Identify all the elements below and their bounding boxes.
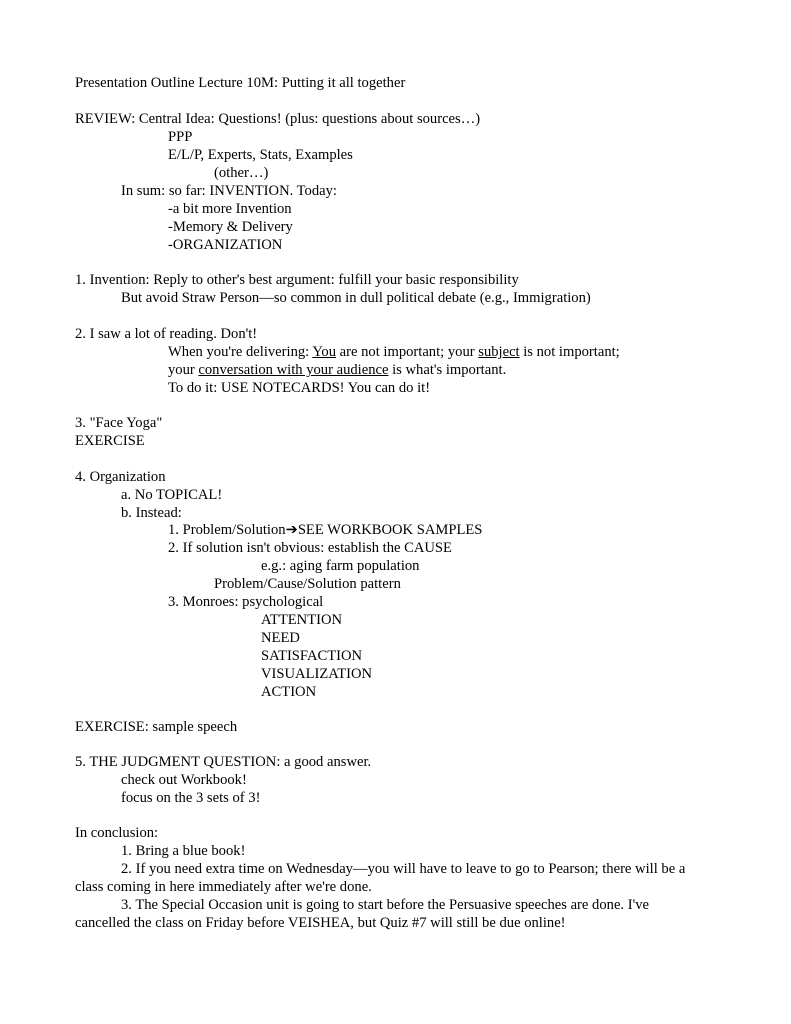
item2-text: are not important; your — [336, 344, 479, 360]
item5-heading: 5. THE JUDGMENT QUESTION: a good answer. — [75, 754, 372, 770]
item2-delivering-line — [168, 343, 620, 361]
review-heading-line: REVIEW: Central Idea: Questions! (plus: questions about sources…) — [75, 111, 481, 127]
item5-focus: focus on the 3 sets of 3! — [121, 790, 261, 806]
item3-heading: 3. "Face Yoga" — [75, 415, 163, 431]
conclusion-point-2: 2. If you need extra time on Wednesday—you will have to leave to go to Pearson; there will be a class coming in here immediately after we're done. — [75, 861, 686, 895]
item4-example: e.g.: aging farm population — [261, 558, 420, 574]
item4-cause: 2. If solution isn't obvious: establish the CAUSE — [168, 540, 452, 556]
item2-heading: 2. I saw a lot of reading. Don't! — [75, 326, 258, 342]
monroe-step: SATISFACTION — [261, 648, 363, 664]
document-title: Presentation Outline Lecture 10M: Putting it all together — [75, 75, 406, 91]
item4-a: a. No TOPICAL! — [121, 487, 223, 503]
review-other: (other…) — [214, 165, 269, 181]
monroe-step: ACTION — [261, 684, 317, 700]
item2-underlined-conversation: conversation with your audience — [198, 362, 389, 378]
item4-heading: 4. Organization — [75, 469, 166, 485]
item2-conversation-line — [168, 361, 506, 379]
item4-pattern: Problem/Cause/Solution pattern — [214, 576, 401, 592]
item2-text: is what's important. — [388, 362, 507, 378]
review-organization: -ORGANIZATION — [168, 237, 283, 253]
conclusion-point-1: 1. Bring a blue book! — [121, 843, 246, 859]
item2-underlined-you: You — [312, 344, 336, 360]
exercise-sample-speech: EXERCISE: sample speech — [75, 719, 238, 735]
item2-text: When you're delivering: — [168, 344, 313, 360]
item5-workbook: check out Workbook! — [121, 772, 247, 788]
item2-text: your — [168, 362, 199, 378]
item4-monroes: 3. Monroes: psychological — [168, 594, 324, 610]
monroe-step: VISUALIZATION — [261, 666, 373, 682]
item4-problem-solution — [168, 521, 482, 539]
monroe-step: ATTENTION — [261, 612, 343, 628]
item2-text: is not important; — [519, 344, 620, 360]
arrow-right-icon: ➔ — [285, 522, 298, 538]
item4-b: b. Instead: — [121, 505, 182, 521]
item1-heading: 1. Invention: Reply to other's best argument: fulfill your basic responsibility — [75, 272, 519, 288]
item2-underlined-subject: subject — [478, 344, 520, 360]
item4-text: 1. Problem/Solution — [168, 522, 286, 538]
conclusion-heading: In conclusion: — [75, 825, 159, 841]
item2-notecards: To do it: USE NOTECARDS! You can do it! — [168, 380, 431, 396]
conclusion-point-3: 3. The Special Occasion unit is going to start before the Persuasive speeches are done. I've cancelled the class on Friday before VEISHEA, but Quiz #7 will still be due online! — [75, 897, 649, 931]
review-in-sum: In sum: so far: INVENTION. Today: — [121, 183, 337, 199]
item4-text: SEE WORKBOOK SAMPLES — [297, 522, 483, 538]
review-memory: -Memory & Delivery — [168, 219, 293, 235]
monroe-step: NEED — [261, 630, 300, 646]
item3-exercise: EXERCISE — [75, 433, 145, 449]
review-elp: E/L/P, Experts, Stats, Examples — [168, 147, 353, 163]
item1-straw-person: But avoid Straw Person—so common in dull political debate (e.g., Immigration) — [121, 290, 591, 306]
review-invention: -a bit more Invention — [168, 201, 292, 217]
review-ppp: PPP — [168, 129, 193, 145]
